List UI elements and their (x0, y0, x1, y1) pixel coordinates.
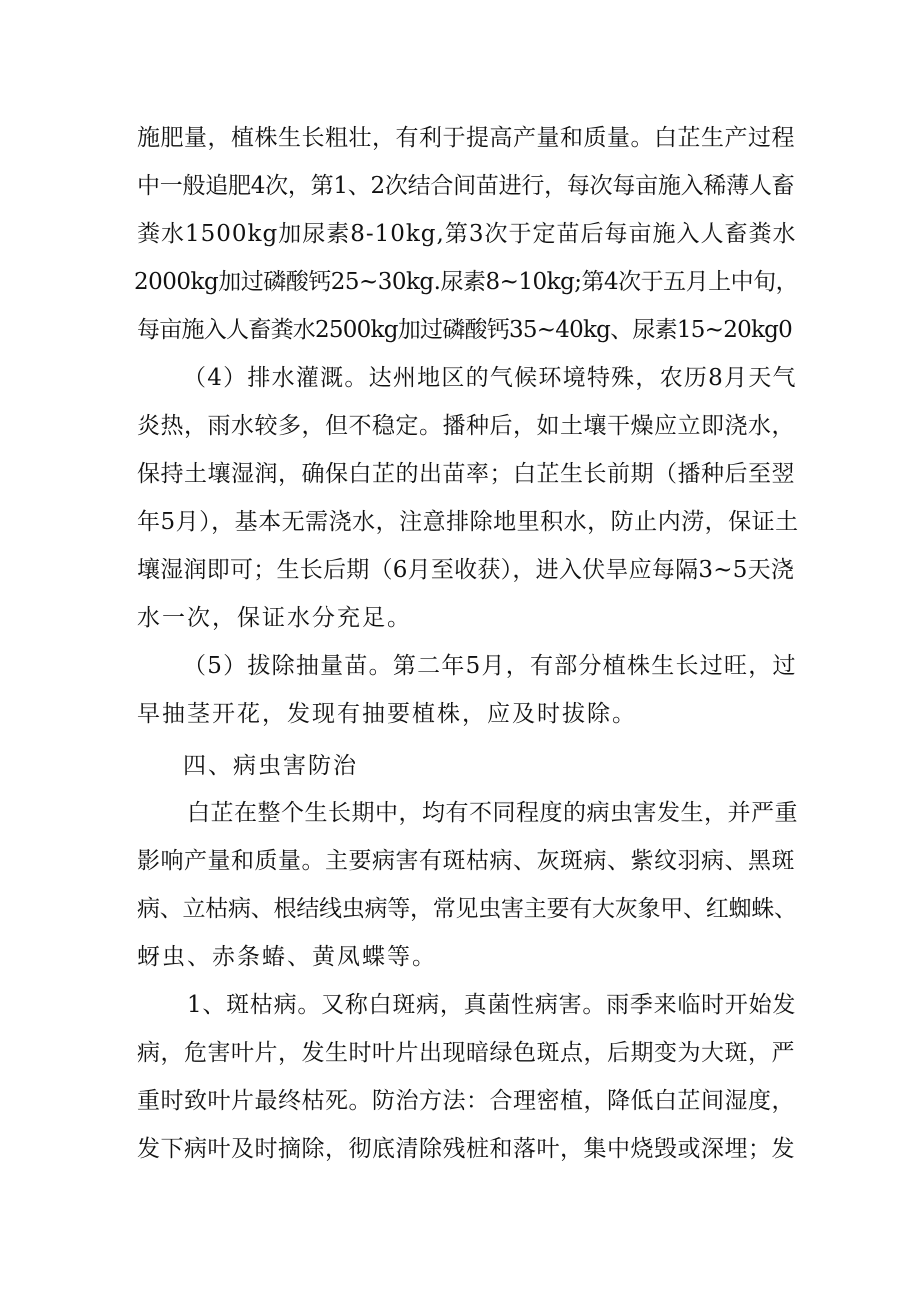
text-line: 中一般追肥4次，第1、2次结合间苗进行，每次每亩施入稀薄人畜 (137, 173, 795, 199)
text-line: 保持土壤湿润，确保白芷的出苗率；白芷生长前期（播种后至翌 (137, 461, 795, 487)
text-line: 病、立枯病、根结线虫病等，常见虫害主要有大灰象甲、红蜘蛛、 (137, 896, 797, 922)
text-line: 影响产量和质量。主要病害有斑枯病、灰斑病、紫纹羽病、黑斑 (137, 848, 795, 874)
text-line: （5）拔除抽量苗。第二年5月，有部分植株生长过旺，过 (183, 653, 797, 679)
text-line: 炎热，雨水较多，但不稳定。播种后，如土壤干燥应立即浇水， (137, 413, 795, 439)
text-line: 发下病叶及时摘除，彻底清除残桩和落叶，集中烧毁或深埋；发 (137, 1136, 795, 1162)
text-line: （4）排水灌溉。达州地区的气候环境特殊，农历8月天气 (183, 365, 797, 391)
text-line: 每亩施入人畜粪水2500kg加过磷酸钙35~40kg、尿素15~20kg0 (137, 317, 793, 343)
text-line: 重时致叶片最终枯死。防治方法：合理密植，降低白芷间湿度， (137, 1088, 795, 1114)
section-heading: 四、病虫害防治 (183, 753, 358, 779)
text-line: 水一次，保证水分充足。 (137, 605, 412, 631)
text-line: 粪水1500kg加尿素8-10kg,第3次于定苗后每亩施入人畜粪水 (137, 221, 797, 247)
text-line: 1、斑枯病。又称白斑病，真菌性病害。雨季来临时开始发 (187, 992, 797, 1018)
text-line: 早抽茎开花，发现有抽要植株，应及时拔除。 (137, 701, 637, 727)
text-line: 壤湿润即可；生长后期（6月至收获），进入伏旱应每隔3~5天浇 (137, 557, 795, 583)
text-line: 年5月），基本无需浇水，注意排除地里积水，防止内涝，保证土 (137, 509, 799, 535)
text-line: 施肥量，植株生长粗壮，有利于提高产量和质量。白芷生产过程 (137, 125, 795, 151)
text-line: 白芷在整个生长期中，均有不同程度的病虫害发生，并严重 (187, 800, 798, 826)
text-line: 2000kg加过磷酸钙25~30kg.尿素8~10kg;第4次于五月上中旬， (134, 269, 799, 295)
text-line: 蚜虫、赤条蝽、黄凤蝶等。 (137, 944, 437, 970)
text-line: 病，危害叶片，发生时叶片出现暗绿色斑点，后期变为大斑，严 (137, 1040, 795, 1066)
